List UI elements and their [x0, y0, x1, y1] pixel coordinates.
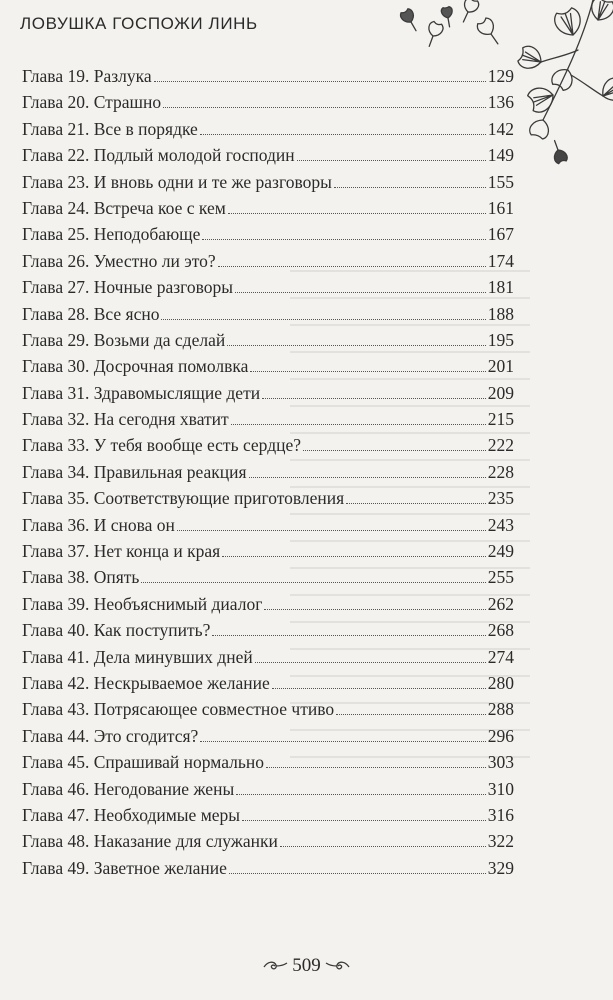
toc-entry	[22, 776, 514, 802]
toc-entry-page-number: 136	[487, 92, 514, 113]
toc-entry	[22, 802, 514, 828]
toc-entry-page-number: 235	[487, 488, 514, 509]
toc-entry	[22, 723, 514, 749]
toc-entry-title: Глава 21. Все в порядке	[22, 118, 198, 139]
page-number: 509	[292, 955, 321, 976]
toc-entry	[22, 855, 514, 881]
toc-entry-title: Глава 29. Возьми да сделай	[22, 329, 226, 350]
toc-entry-title: Глава 41. Дела минувших дней	[22, 646, 253, 667]
dot-leader	[272, 688, 486, 689]
dot-leader	[154, 81, 486, 82]
table-of-contents	[22, 63, 514, 881]
toc-entry	[22, 63, 514, 89]
dot-leader	[235, 292, 486, 293]
swirl-flourish-icon	[262, 959, 288, 973]
toc-entry-title: Глава 34. Правильная реакция	[22, 461, 247, 482]
toc-entry-title: Глава 32. На сегодня хватит	[22, 409, 229, 430]
dot-leader	[200, 741, 485, 742]
toc-entry	[22, 828, 514, 854]
toc-entry	[22, 142, 514, 168]
toc-entry	[22, 617, 514, 643]
toc-entry-page-number: 209	[487, 382, 514, 403]
toc-entry-title: Глава 44. Это сгодится?	[22, 725, 199, 746]
toc-entry-title: Глава 48. Наказание для служанки	[22, 831, 278, 852]
toc-entry-title: Глава 20. Страшно	[22, 92, 162, 113]
dot-leader	[228, 213, 486, 214]
dot-leader	[255, 662, 486, 663]
toc-entry-page-number: 296	[487, 725, 514, 746]
toc-entry	[22, 221, 514, 247]
toc-entry-title: Глава 30. Досрочная помолвка	[22, 356, 249, 377]
toc-entry-page-number: 274	[487, 646, 514, 667]
toc-entry	[22, 406, 514, 432]
toc-entry-title: Глава 42. Нескрываемое желание	[22, 672, 270, 693]
toc-entry-title: Глава 36. И снова он	[22, 514, 175, 535]
toc-entry-page-number: 174	[487, 250, 514, 271]
toc-entry-page-number: 280	[487, 672, 514, 693]
toc-entry-page-number: 195	[487, 329, 514, 350]
toc-entry	[22, 432, 514, 458]
toc-entry-page-number: 268	[487, 620, 514, 641]
toc-entry-title: Глава 39. Необъяснимый диалог	[22, 593, 263, 614]
toc-entry-title: Глава 37. Нет конца и края	[22, 541, 221, 562]
toc-entry-title: Глава 40. Как поступить?	[22, 620, 211, 641]
dot-leader	[222, 556, 486, 557]
toc-entry-page-number: 222	[487, 435, 514, 456]
toc-entry-title: Глава 35. Соответствующие приготовления	[22, 488, 345, 509]
dot-leader	[141, 582, 485, 583]
toc-entry	[22, 670, 514, 696]
toc-entry-title: Глава 22. Подлый молодой господин	[22, 145, 295, 166]
toc-entry-page-number: 255	[487, 567, 514, 588]
toc-entry-page-number: 161	[487, 197, 514, 218]
toc-entry-page-number: 155	[487, 171, 514, 192]
dot-leader	[266, 767, 486, 768]
toc-entry-page-number: 288	[487, 699, 514, 720]
toc-entry	[22, 353, 514, 379]
dot-leader	[161, 319, 485, 320]
dot-leader	[297, 160, 486, 161]
toc-entry	[22, 512, 514, 538]
toc-entry-title: Глава 43. Потрясающее совместное чтиво	[22, 699, 335, 720]
dot-leader	[303, 450, 486, 451]
toc-entry-page-number: 322	[487, 831, 514, 852]
toc-entry-page-number: 215	[487, 409, 514, 430]
toc-entry	[22, 564, 514, 590]
toc-entry	[22, 169, 514, 195]
dot-leader	[227, 345, 486, 346]
toc-entry-page-number: 149	[487, 145, 514, 166]
dot-leader	[334, 187, 486, 188]
toc-entry	[22, 538, 514, 564]
toc-entry	[22, 248, 514, 274]
toc-entry-title: Глава 25. Неподобающе	[22, 224, 201, 245]
dot-leader	[163, 107, 486, 108]
toc-entry-title: Глава 38. Опять	[22, 567, 140, 588]
toc-entry	[22, 485, 514, 511]
toc-entry-title: Глава 27. Ночные разговоры	[22, 277, 234, 298]
dot-leader	[231, 424, 486, 425]
toc-entry-page-number: 303	[487, 752, 514, 773]
toc-entry-page-number: 129	[487, 66, 514, 86]
dot-leader	[242, 820, 486, 821]
toc-entry	[22, 591, 514, 617]
dot-leader	[336, 714, 486, 715]
toc-entry	[22, 327, 514, 353]
toc-entry-page-number: 228	[487, 461, 514, 482]
dot-leader	[200, 134, 486, 135]
toc-entry	[22, 301, 514, 327]
toc-entry-title: Глава 26. Уместно ли это?	[22, 250, 216, 271]
swirl-flourish-icon	[325, 959, 351, 973]
toc-entry-page-number: 262	[487, 593, 514, 614]
toc-entry-page-number: 167	[487, 224, 514, 245]
dot-leader	[264, 609, 485, 610]
dot-leader	[212, 635, 485, 636]
toc-entry-page-number: 310	[487, 778, 514, 799]
toc-entry	[22, 195, 514, 221]
toc-entry	[22, 116, 514, 142]
dot-leader	[202, 239, 485, 240]
toc-entry-title: Глава 47. Необходимые меры	[22, 804, 241, 825]
dot-leader	[229, 873, 486, 874]
toc-entry	[22, 380, 514, 406]
toc-entry-page-number: 201	[487, 356, 514, 377]
dot-leader	[346, 503, 486, 504]
toc-entry-title: Глава 28. Все ясно	[22, 303, 160, 324]
toc-entry-title: Глава 45. Спрашивай нормально	[22, 752, 264, 773]
dot-leader	[249, 477, 486, 478]
dot-leader	[250, 371, 485, 372]
dot-leader	[236, 794, 486, 795]
dot-leader	[177, 530, 486, 531]
toc-entry-title: Глава 19. Разлука	[22, 66, 152, 86]
toc-entry	[22, 749, 514, 775]
page-footer	[0, 955, 613, 979]
toc-entry-page-number: 142	[487, 118, 514, 139]
toc-entry	[22, 274, 514, 300]
dot-leader	[218, 266, 486, 267]
toc-entry-title: Глава 33. У тебя вообще есть сердце?	[22, 435, 302, 456]
toc-entry-page-number: 243	[487, 514, 514, 535]
toc-entry	[22, 89, 514, 115]
toc-entry	[22, 644, 514, 670]
toc-entry	[22, 696, 514, 722]
toc-entry-page-number: 316	[487, 804, 514, 825]
toc-entry-title: Глава 31. Здравомыслящие дети	[22, 382, 261, 403]
toc-entry-page-number: 188	[487, 303, 514, 324]
toc-entry-page-number: 181	[487, 277, 514, 298]
toc-entry-title: Глава 46. Негодование жены	[22, 778, 235, 799]
running-header: ЛОВУШКА ГОСПОЖИ ЛИНЬ	[20, 14, 258, 33]
toc-entry	[22, 459, 514, 485]
toc-entry-title: Глава 23. И вновь одни и те же разговоры	[22, 171, 332, 192]
toc-entry-title: Глава 24. Встреча кое с кем	[22, 197, 226, 218]
toc-entry-title: Глава 49. Заветное желание	[22, 857, 227, 878]
dot-leader	[280, 846, 486, 847]
toc-entry-page-number: 249	[487, 541, 514, 562]
toc-entry-page-number: 329	[487, 857, 514, 878]
dot-leader	[262, 398, 486, 399]
